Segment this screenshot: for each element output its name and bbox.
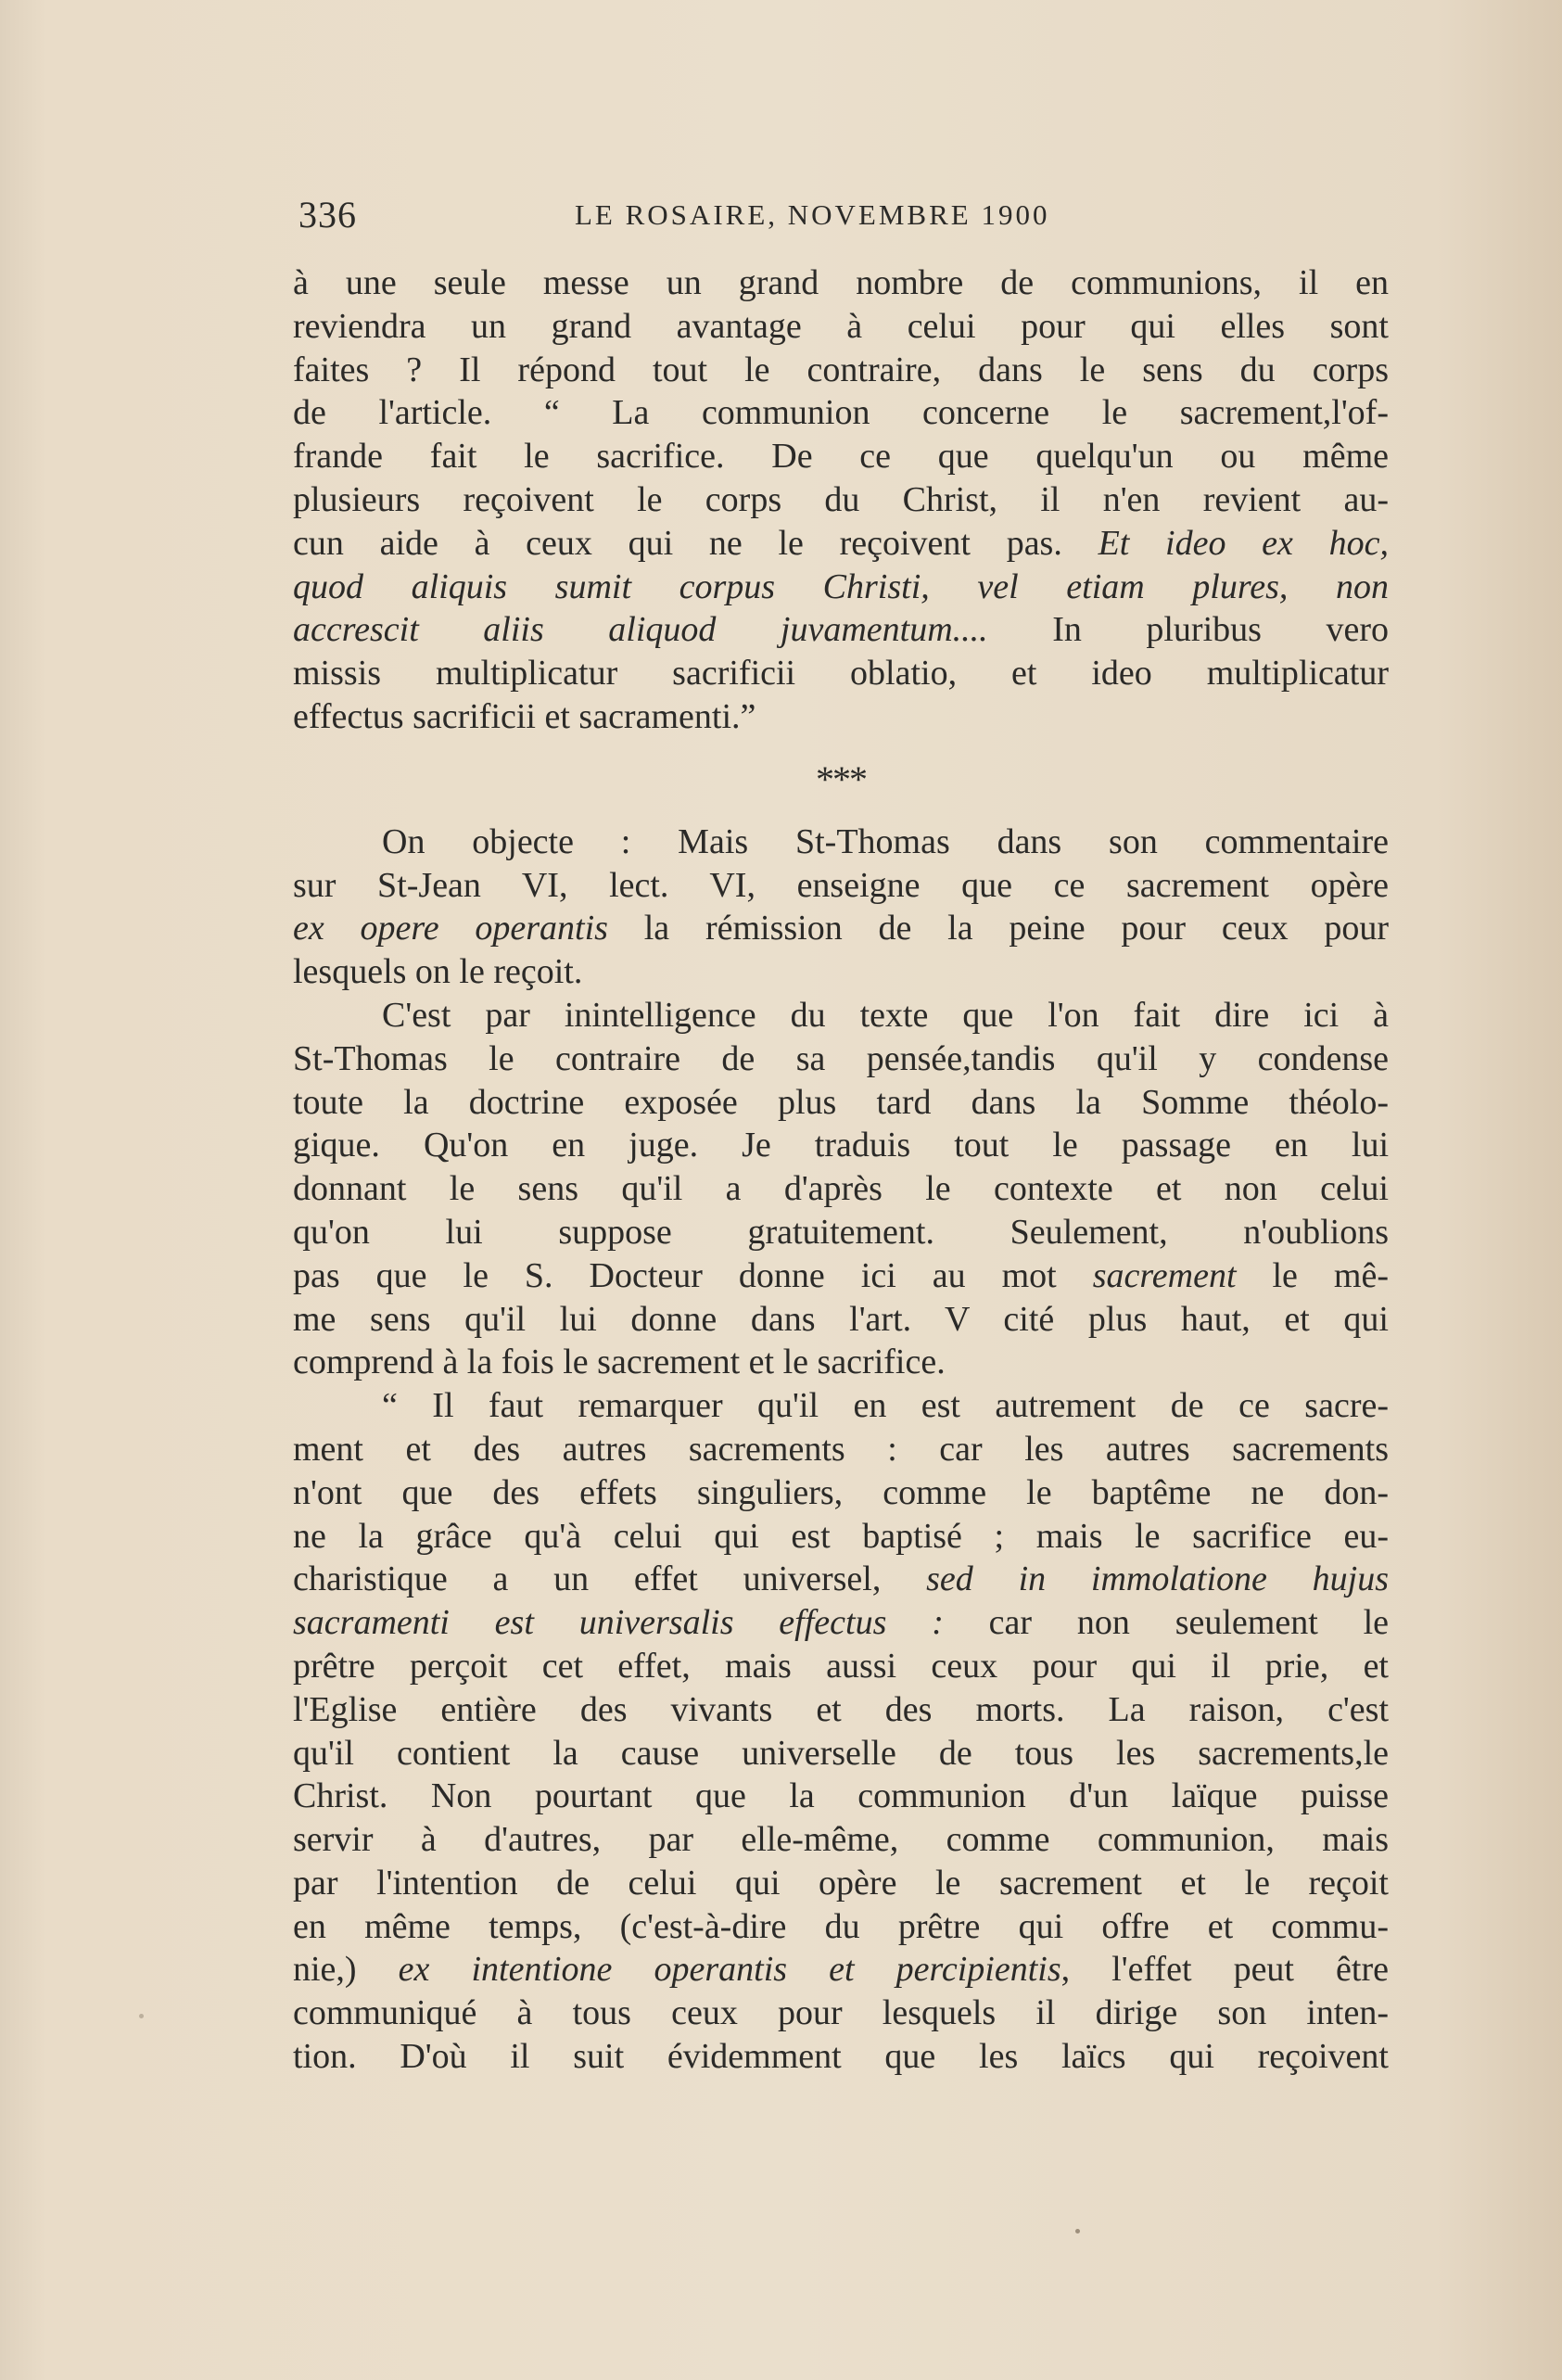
text-run: la rémission de la peine pour ceux pour xyxy=(607,909,1389,948)
text-line: frande fait le sacrifice. De ce que quelqu'un ou même xyxy=(293,437,1389,477)
latin-quote-line: quod aliquis sumit corpus Christi, vel etiam plures, non xyxy=(293,566,1389,606)
text-line: St-Thomas le contraire de sa pensée,tandis qu'il y condense xyxy=(293,1038,1389,1078)
text-line: par l'intention de celui qui opère le sacrement et le reçoit xyxy=(293,1863,1389,1903)
text-line: de l'article. “ La communion concerne le sacrement,l'of- xyxy=(293,393,1389,433)
text-line xyxy=(293,907,1389,950)
latin-quote: ex opere operantis xyxy=(293,909,608,948)
text-line xyxy=(293,608,1389,652)
text-line: lesquels on le reçoit. xyxy=(293,952,583,992)
text-run: , l'effet peut être xyxy=(1060,1950,1390,1990)
text-line: n'ont que des effets singuliers, comme le baptême ne don- xyxy=(293,1472,1389,1512)
latin-quote: Et ideo ex hoc, xyxy=(1098,523,1389,563)
ink-speck xyxy=(139,2014,144,2018)
text-line: qu'on lui suppose gratuitement. Seulement, n'oublions xyxy=(293,1212,1389,1252)
text-line: tion. D'où il suit évidemment que les laïcs qui reçoivent xyxy=(293,2037,1389,2077)
latin-quote: sed in immolatione hujus xyxy=(926,1559,1389,1599)
text-line: en même temps, (c'est-à-dire du prêtre qui offre et commu- xyxy=(293,1906,1389,1946)
text-run: pas que le S. Docteur donne ici au mot xyxy=(293,1255,1093,1295)
text-line: servir à d'autres, par elle-même, comme communion, mais xyxy=(293,1820,1389,1860)
paragraph-start: On objecte : Mais St-Thomas dans son commentaire xyxy=(382,821,1389,861)
emphasis: sacrement xyxy=(1092,1255,1237,1295)
page-number: 336 xyxy=(298,194,357,235)
text-line: me sens qu'il lui donne dans l'art. V cité plus haut, et qui xyxy=(293,1299,1389,1339)
text-run: In pluribus vero xyxy=(987,610,1389,650)
text-line xyxy=(293,1558,1389,1601)
text-line: gique. Qu'on en juge. Je traduis tout le passage en lui xyxy=(293,1126,1389,1165)
body-text xyxy=(293,261,1389,2079)
ink-speck xyxy=(1075,2229,1080,2234)
text-line xyxy=(293,522,1389,566)
text-line: ne la grâce qu'à celui qui est baptisé ; mais le sacrifice eu- xyxy=(293,1516,1389,1556)
paragraph-start: “ Il faut remarquer qu'il en est autrement de ce sacre- xyxy=(382,1386,1389,1426)
text-line: donnant le sens qu'il a d'après le contexte et non celui xyxy=(293,1169,1389,1209)
page-header xyxy=(298,193,1389,239)
latin-quote: ex intentione operantis et percipientis xyxy=(398,1950,1061,1990)
text-line: faites ? Il répond tout le contraire, dans le sens du corps xyxy=(293,350,1389,389)
text-line: effectus sacrificii et sacramenti.” xyxy=(293,696,756,736)
text-line: reviendra un grand avantage à celui pour qui elles sont xyxy=(293,306,1389,346)
text-line: Christ. Non pourtant que la communion d'un laïque puisse xyxy=(293,1776,1389,1816)
text-line: qu'il contient la cause universelle de tous les sacrements,le xyxy=(293,1733,1389,1773)
text-line: sur St-Jean VI, lect. VI, enseigne que ce sacrement opère xyxy=(293,865,1389,905)
text-line xyxy=(293,1948,1389,1992)
text-line xyxy=(293,1254,1389,1298)
latin-quote: accrescit aliis aliquod juvamentum.... xyxy=(293,610,988,650)
text-line: comprend à la fois le sacrement et le sacrifice. xyxy=(293,1343,946,1382)
text-line: missis multiplicatur sacrificii oblatio, et ideo multiplicatur xyxy=(293,654,1389,694)
text-line: à une seule messe un grand nombre de communions, il en xyxy=(293,263,1389,302)
text-line xyxy=(293,1601,1389,1645)
text-line: toute la doctrine exposée plus tard dans la Somme théolo- xyxy=(293,1082,1389,1122)
latin-quote: sacramenti est universalis effectus : xyxy=(293,1603,944,1643)
text-run: charistique a un effet universel, xyxy=(293,1559,927,1599)
text-line: plusieurs reçoivent le corps du Christ, il n'en revient au- xyxy=(293,479,1389,519)
text-line: l'Eglise entière des vivants et des morts. La raison, c'est xyxy=(293,1689,1389,1729)
text-line: ment et des autres sacrements : car les autres sacrements xyxy=(293,1429,1389,1469)
text-line: prêtre perçoit cet effet, mais aussi ceux pour qui il prie, et xyxy=(293,1646,1389,1686)
text-run: nie,) xyxy=(293,1950,399,1990)
text-line: communiqué à tous ceux pour lesquels il dirige son inten- xyxy=(293,1993,1389,2033)
text-run: le mê- xyxy=(1236,1255,1389,1295)
paragraph-start: C'est par inintelligence du texte que l'on fait dire ici à xyxy=(382,995,1389,1035)
text-run: cun aide à ceux qui ne le reçoivent pas. xyxy=(293,523,1098,563)
section-separator xyxy=(293,739,1389,821)
asterism: *** xyxy=(816,757,866,800)
running-title: LE ROSAIRE, NOVEMBRE 1900 xyxy=(575,198,1050,231)
text-run: car non seulement le xyxy=(943,1603,1389,1643)
